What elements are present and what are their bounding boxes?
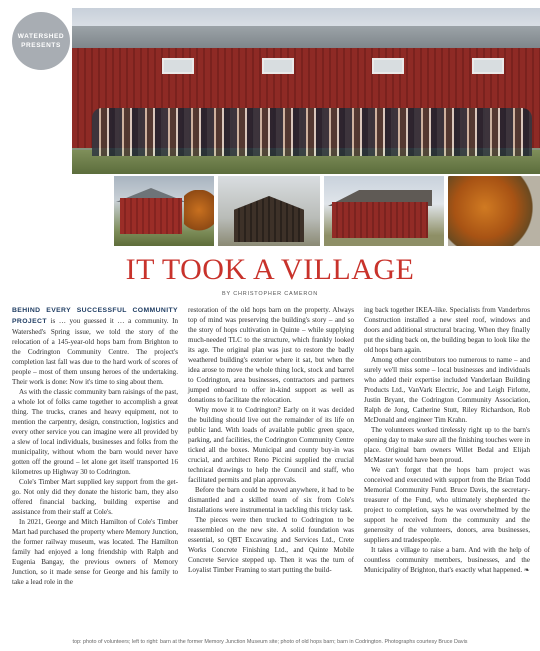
photo-caption: top: photo of volunteers; left to right: barn at the former Memory Junction Museum site; photo of old hops barn; barn in Codrington. Photographs courtesy Bruce Davis — [72, 639, 468, 645]
badge-line-1: WATERSHED — [17, 33, 65, 40]
paragraph: It takes a village to raise a barn. And with the help of countless community members, businesses, and the Municipality of Brighton, that's exactly what happened. ❧ — [364, 546, 530, 574]
paragraph: In 2021, George and Mitch Hamilton of Cole's Timber Mart had purchased the property where Memory Junction, the former railway museum, was located. The Hamilton family had enjoyed a long friendship with Ralph and Eugenia Bangay, the previous owners of Memory Junction, so it made sense for George and his family to take a lead role in the — [12, 518, 178, 586]
paragraph: Before the barn could be moved anywhere, it had to be dismantled and a skilled team of six from Cole's Installations were instrumental in tackling this tricky task. — [188, 486, 354, 514]
column-1 — [12, 305, 178, 635]
watershed-presents-badge — [12, 12, 70, 70]
paragraph: Why move it to Codrington? Early on it was decided the building should live out the remainder of its life on public land. With loads of available public green space, parking, and facilities, the Codrington Community Centre ticked all the boxes. Municipal and county buy-in was crucial, and architect Reno Piccini supplied the crucial technical drawings to help the Council and staff, who facilitated permits and plan approvals. — [188, 406, 354, 484]
photo-barn-memory-junction — [114, 176, 214, 246]
photo-barn-codrington — [324, 176, 444, 246]
column-3 — [364, 305, 530, 635]
column-2 — [188, 305, 354, 635]
paragraph: As with the classic community barn raisings of the past, a whole lot of folks came together to accomplish a great thing. The trucks, cranes and heavy equipment, not to mention the carpentry, design, construction, logistics and every other service you can imagine were all provided by a slew of local individuals, businesses and folks from the municipality, without whom the barn would never have gotten off the ground – let alone get itself transported 16 kilometres up Highway 30 to Codrington. — [12, 388, 178, 476]
paragraph: The volunteers worked tirelessly right up to the barn's opening day to make sure all the finishing touches were in place. Original barn owners Willet Bedal and Elijah McMaster would have been proud. — [364, 426, 530, 464]
paragraph-text: is … you guessed it … a community. In Watershed's Spring issue, we told the story of the relocation of a 145-year-old hops barn from Brighton to the Codrington Community Centre. The project's completion last fall was due to the hard work of scores of people – most of them unsung heroes of the undertaking. Their work is done: Now it's time to sing about them. — [12, 317, 178, 386]
paragraph: Cole's Timber Mart supplied key support from the get-go. Not only did they donate the historic barn, they also offered financial backing, building expertise and assistance from their staff at Cole's. — [12, 478, 178, 516]
paragraph — [12, 305, 178, 387]
photo-autumn-tree — [448, 176, 540, 246]
badge-line-2: PRESENTS — [21, 42, 61, 49]
article-byline: BY CHRISTOPHER CAMERON — [222, 291, 318, 297]
paragraph: ing back together IKEA-like. Specialists from Vanderbros Construction installed a new steel roof, windows and doors and additional structural bracing. When they finally put the siding back on, the building began to look like the old hops barn again. — [364, 306, 530, 354]
photo-old-hops-barn — [218, 176, 320, 246]
article-body — [12, 305, 530, 635]
photo-volunteers — [72, 8, 540, 174]
lead-in: BEHIND EVERY SUCCESSFUL COMMUNITY PROJECT — [12, 307, 178, 325]
paragraph: restoration of the old hops barn on the property. Always top of mind was preserving the building's story – and so the story of hops cultivation in Quinte – while supplying much-needed TLC to the structure, which frankly looked its age. The original plan was just to restore the badly weathered building's exterior where it sat, but when the idea arose to move the whole thing lock, stock and barrel to Codrington, area businesses, contractors and partners jumped onboard to offer in-kind support as well as donations to facilitate the relocation. — [188, 306, 354, 404]
paragraph: Among other contributors too numerous to name – and surely we'll miss some – local businesses and individuals who added their expertise included Vanderlaan Building Products Ltd., VanVark Electric, Joe and Leigh Firlotte, Justin Bryant, the Codrington Community Association, Ralph de Jong, Catherine Stutt, Riley Richardson, Rob McDonald and engineer Tim Krahn. — [364, 356, 530, 424]
article-title: IT TOOK A VILLAGE — [125, 253, 415, 286]
paragraph: The pieces were then trucked to Codrington to be reassembled on the new site. A solid foundation was essential, so QBT Excavating and Services Ltd., Crete Works Concrete Finishing Ltd., and Quinte Mobile Concrete Service stepped up. Then it was the turn of Loyalist Timber Framing to start putting the build- — [188, 516, 354, 574]
paragraph: We can't forget that the hops barn project was conceived and executed with support from the Brian Todd Memorial Community Fund. Bruce Davis, the secretary-treasurer of the Fund, who ultimately shepherded the project to completion, says he was overwhelmed by the support he received from the community and the generosity of the volunteers, donors, area businesses, suppliers and tradespeople. — [364, 466, 530, 544]
